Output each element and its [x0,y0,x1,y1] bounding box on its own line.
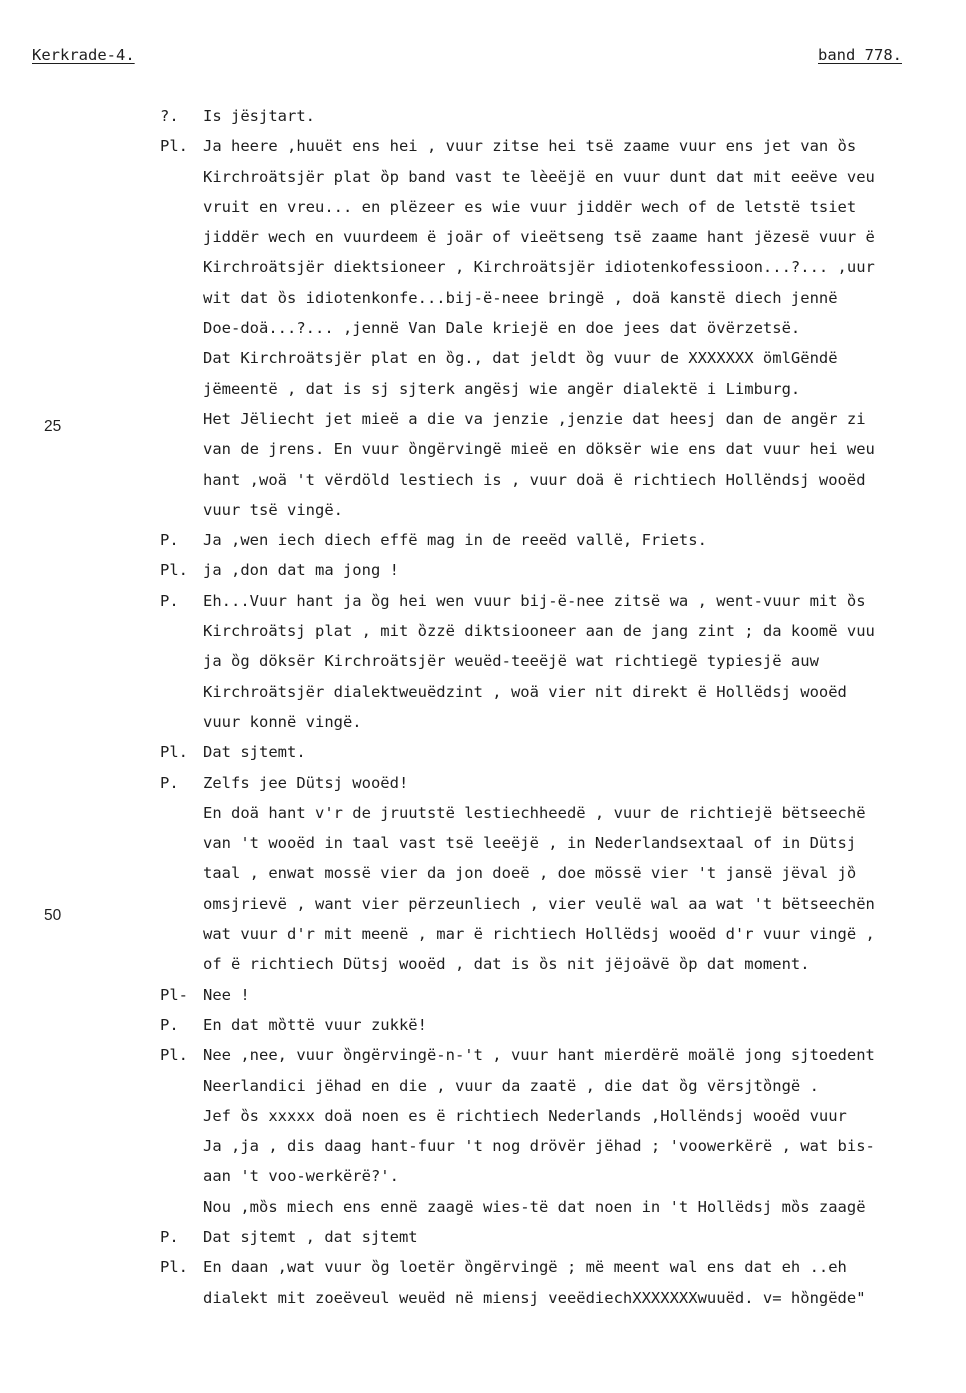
transcript-text: ja ȍg döksër Kirchroätsjër weuëd-teeëjë wat richtiegë typiesjë auw [203,652,819,671]
transcript-text: Nee ! [203,985,250,1004]
header-location: Kerkrade-4. [32,46,135,64]
transcript-line [0,1258,966,1288]
transcript-line [0,561,966,591]
speaker-label: P. [160,591,179,610]
transcript-text: dialekt mit zoeëveul weuëd në miensj veeëdiechXXXXXXXwuuëd. v= hȍngëde" [203,1288,866,1307]
transcript-line [0,774,966,804]
transcript-text: Dat sjtemt. [203,743,306,762]
transcript-text: En doä hant v'r de jruutstë lestiechheedë , vuur de richtiejë bëtseechë [203,803,866,822]
transcript-text: Zelfs jee Dütsj wooëd! [203,773,409,792]
transcript-text: Ja ,wen iech diech effë mag in de reeëd vallë, Friets. [203,531,707,550]
transcript-text: Kirchroätsjër diektsioneer , Kirchroätsjër idiotenkofessioon...?... ,uur [203,258,875,277]
transcript-line [0,1016,966,1046]
transcript-text: ja ,don dat ma jong ! [203,561,399,580]
transcript-text: vuur konnë vingë. [203,712,362,731]
transcript-line [0,986,966,1016]
transcript-line [0,107,966,137]
transcript-text: En dat mȍttë vuur zukkë! [203,1015,427,1034]
speaker-label: P. [160,1015,179,1034]
transcript-line [0,168,966,198]
transcript-line [0,1198,966,1228]
speaker-label: ?. [160,107,179,125]
transcript-line [0,1046,966,1076]
transcript-text: Ja heere ,huuët ens hei , vuur zitse hei tsë zaame vuur ens jet van ȍs [203,137,857,156]
transcript-text: wat vuur d'r mit meenë , mar ë richtiech Hollëdsj wooëd d'r vuur vingë , [203,925,875,944]
transcript-text: jëmeentë , dat is sj sjterk angësj wie angër dialektë i Limburg. [203,379,801,398]
speaker-label: Pl. [160,1046,188,1065]
transcript-text: Jef ȍs xxxxx doä noen es ë richtiech Nederlands ,Hollëndsj wooëd vuur [203,1106,847,1125]
transcript-text: Het Jëliecht jet mieë a die va jenzie ,jenzie dat heesj dan de angër zi [203,409,866,428]
transcript-text: van 't wooëd in taal vast tsë leeëjë , in Nederlandsextaal of in Dütsj [203,834,857,853]
transcript-line [0,713,966,743]
transcript-line [0,501,966,531]
transcript-text: aan 't voo-werkërë?'. [203,1167,399,1186]
transcript-text: Doe-doä...?... ,jennë Van Dale kriejë en doe jees dat övërzetsë. [203,319,801,338]
speaker-label: Pl. [160,743,188,762]
transcript-text: vuur tsë vingë. [203,500,343,519]
transcript-text: Nou ,mȍs miech ens ennë zaagë wies-të dat noen in 't Hollëdsj mȍs zaagë [203,1197,866,1216]
transcript-text: of ë richtiech Dütsj wooëd , dat is ȍs nit jëjoävë ȍp dat moment. [203,955,810,974]
transcript-line [0,895,966,925]
transcript-line [0,471,966,501]
transcript-line [0,652,966,682]
transcript-text: Kirchroätsjër dialektweuëdzint , woä vier nit direkt ë Hollëdsj wooëd [203,682,847,701]
speaker-label: P. [160,773,179,792]
transcript-text: van de jrens. En vuur ȍngërvingë mieë en döksër wie ens dat vuur hei weu [203,440,875,459]
transcript-line [0,864,966,894]
transcript-text: taal , enwat mossë vier da jon doeë , doe mössë vier 't jansë jëval jȍ [203,864,857,883]
transcript-line [0,804,966,834]
transcript-line [0,743,966,773]
transcript-line [0,289,966,319]
speaker-label: Pl. [160,137,188,156]
transcript-text: Dat sjtemt , dat sjtemt [203,1227,418,1246]
transcript-line [0,1077,966,1107]
transcript-text: Eh...Vuur hant ja ȍg hei wen vuur bij-ë-nee zitsë wa , went-vuur mit ȍs [203,591,866,610]
speaker-label: Pl- [160,985,188,1004]
transcript-line [0,380,966,410]
transcript-line [0,198,966,228]
transcript-line [0,410,966,440]
margin-line-number: 50 [44,907,62,924]
transcript-line [0,349,966,379]
transcript-line [0,622,966,652]
transcript-text: omsjrievë , want vier përzeunliech , vier veulë wal aa wat 't bëtseechën [203,894,875,913]
transcript-line [0,1137,966,1167]
transcript-text: jiddër wech en vuurdeem ë joär of vieëtseng tsë zaame hant jëzesë vuur ë [203,228,875,247]
transcript-text: hant ,woä 't vërdöld lestiech is , vuur doä ë richtiech Hollëndsj wooëd [203,470,866,489]
transcript-text: En daan ,wat vuur ȍg loetër ȍngërvingë ; më meent wal ens dat eh ..eh [203,1258,847,1277]
transcript-line [0,1228,966,1258]
transcript-text: Kirchroätsjër plat ȍp band vast te lèeëjë en vuur dunt dat mit eeëve veu [203,167,875,186]
transcript-text: Nee ,nee, vuur ȍngërvingë-n-'t , vuur hant mierdërë moälë jong sjtoedent [203,1046,875,1065]
transcript-line [0,228,966,258]
transcript-line [0,531,966,561]
transcript-line [0,319,966,349]
transcript-line [0,925,966,955]
transcript-text: Kirchroätsj plat , mit ȍzzë diktsiooneer aan de jang zint ; da koomë vuu [203,622,875,641]
transcript-body [0,107,966,1319]
transcript-text: Is jësjtart. [203,107,315,125]
speaker-label: Pl. [160,1258,188,1277]
transcript-line [0,592,966,622]
transcript-text: vruit en vreu... en plëzeer es wie vuur jiddër wech of de letstë tsiet [203,197,857,216]
transcript-line [0,137,966,167]
transcript-text: Dat Kirchroätsjër plat en ȍg., dat jeldt ȍg vuur de XXXXXXX ömlGëndë [203,349,838,368]
transcript-text: wit dat ȍs idiotenkonfe...bij-ë-neee bringë , doä kanstë diech jennë [203,288,838,307]
transcript-text: Ja ,ja , dis daag hant-fuur 't nog drövër jëhad ; 'voowerkërë , wat bis- [203,1137,875,1156]
speaker-label: P. [160,531,179,550]
speaker-label: Pl. [160,561,188,580]
transcript-line [0,955,966,985]
transcript-line [0,1167,966,1197]
transcript-line [0,258,966,288]
transcript-line [0,834,966,864]
header-tape-number: band 778. [818,46,902,64]
margin-line-number: 25 [44,418,62,435]
transcript-line [0,1107,966,1137]
transcript-line [0,1289,966,1319]
transcript-text: Neerlandici jëhad en die , vuur da zaatë , die dat ȍg vërsjtȍngë . [203,1076,819,1095]
speaker-label: P. [160,1227,179,1246]
transcript-line [0,683,966,713]
transcript-line [0,440,966,470]
